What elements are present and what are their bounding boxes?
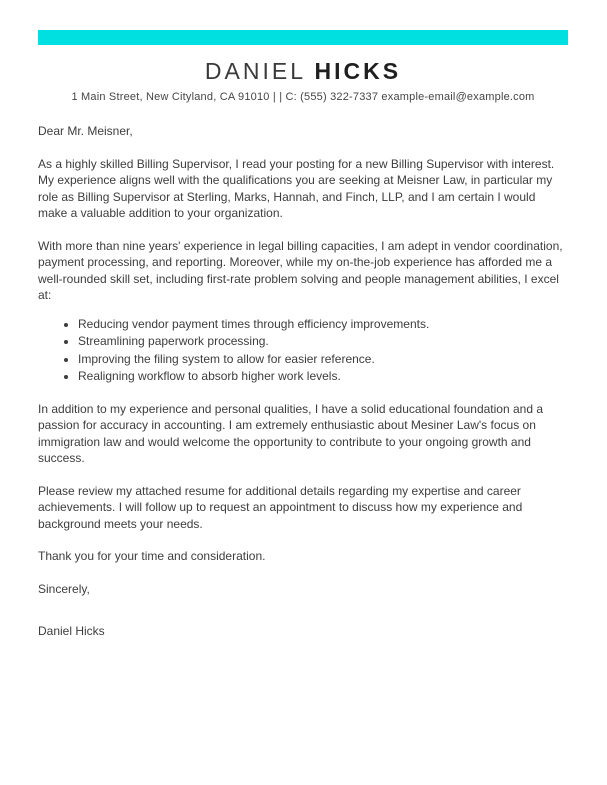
signature-name: Daniel Hicks [38, 624, 105, 638]
letter-body [38, 123, 568, 640]
list-item: • Improving the filing system to allow for easier reference. [78, 351, 568, 368]
page-title [38, 58, 568, 85]
last-name: HICKS [314, 58, 402, 84]
list-item: • Realigning workflow to absorb higher work levels. [78, 368, 568, 385]
thanks-line: Thank you for your time and consideration. [38, 549, 266, 563]
contact-info: 1 Main Street, New Cityland, CA 91010 | | C: (555) 322-7337 example-email@example.com [71, 91, 535, 103]
paragraph-follow-up: Please review my attached resume for additional details regarding my expertise and career achievements. I will follow up to request an appointment to discuss how my experience and background meets your needs. [38, 483, 523, 531]
paragraph-education: In addition to my experience and personal qualities, I have a solid educational foundation and a passion for accuracy in accounting. I am extremely enthusiastic about Mesiner Law's focus on immigration law and would welcome the opportunity to contribute to your ongoing growth and success. [38, 401, 544, 465]
list-item: • Reducing vendor payment times through efficiency improvements. [78, 316, 568, 333]
qualities-list [38, 316, 568, 385]
list-item: • Streamlining paperwork processing. [78, 333, 568, 350]
paragraph-experience: With more than nine years' experience in legal billing capacities, I am adept in vendor coordination, payment processing, and reporting. Moreover, while my on-the-job experience has afforded me a well-rounded skill set, including first-rate problem solving and people management abilities, I excel at: [38, 238, 563, 302]
first-name: DANIEL [204, 58, 306, 84]
closing-line: Sincerely, [38, 581, 90, 596]
salutation: Dear Mr. Meisner, [38, 124, 133, 138]
accent-bar [38, 30, 568, 45]
paragraph-introduction: As a highly skilled Billing Supervisor, I read your posting for a new Billing Supervisor with interest. My experience aligns well with the qualifications you are seeking at Meisner Law, in particular my role as Billing Supervisor at Sterling, Marks, Hannah, and Finch, LLP, and I am certain I would make a valuable addition to your organization. [38, 156, 555, 220]
